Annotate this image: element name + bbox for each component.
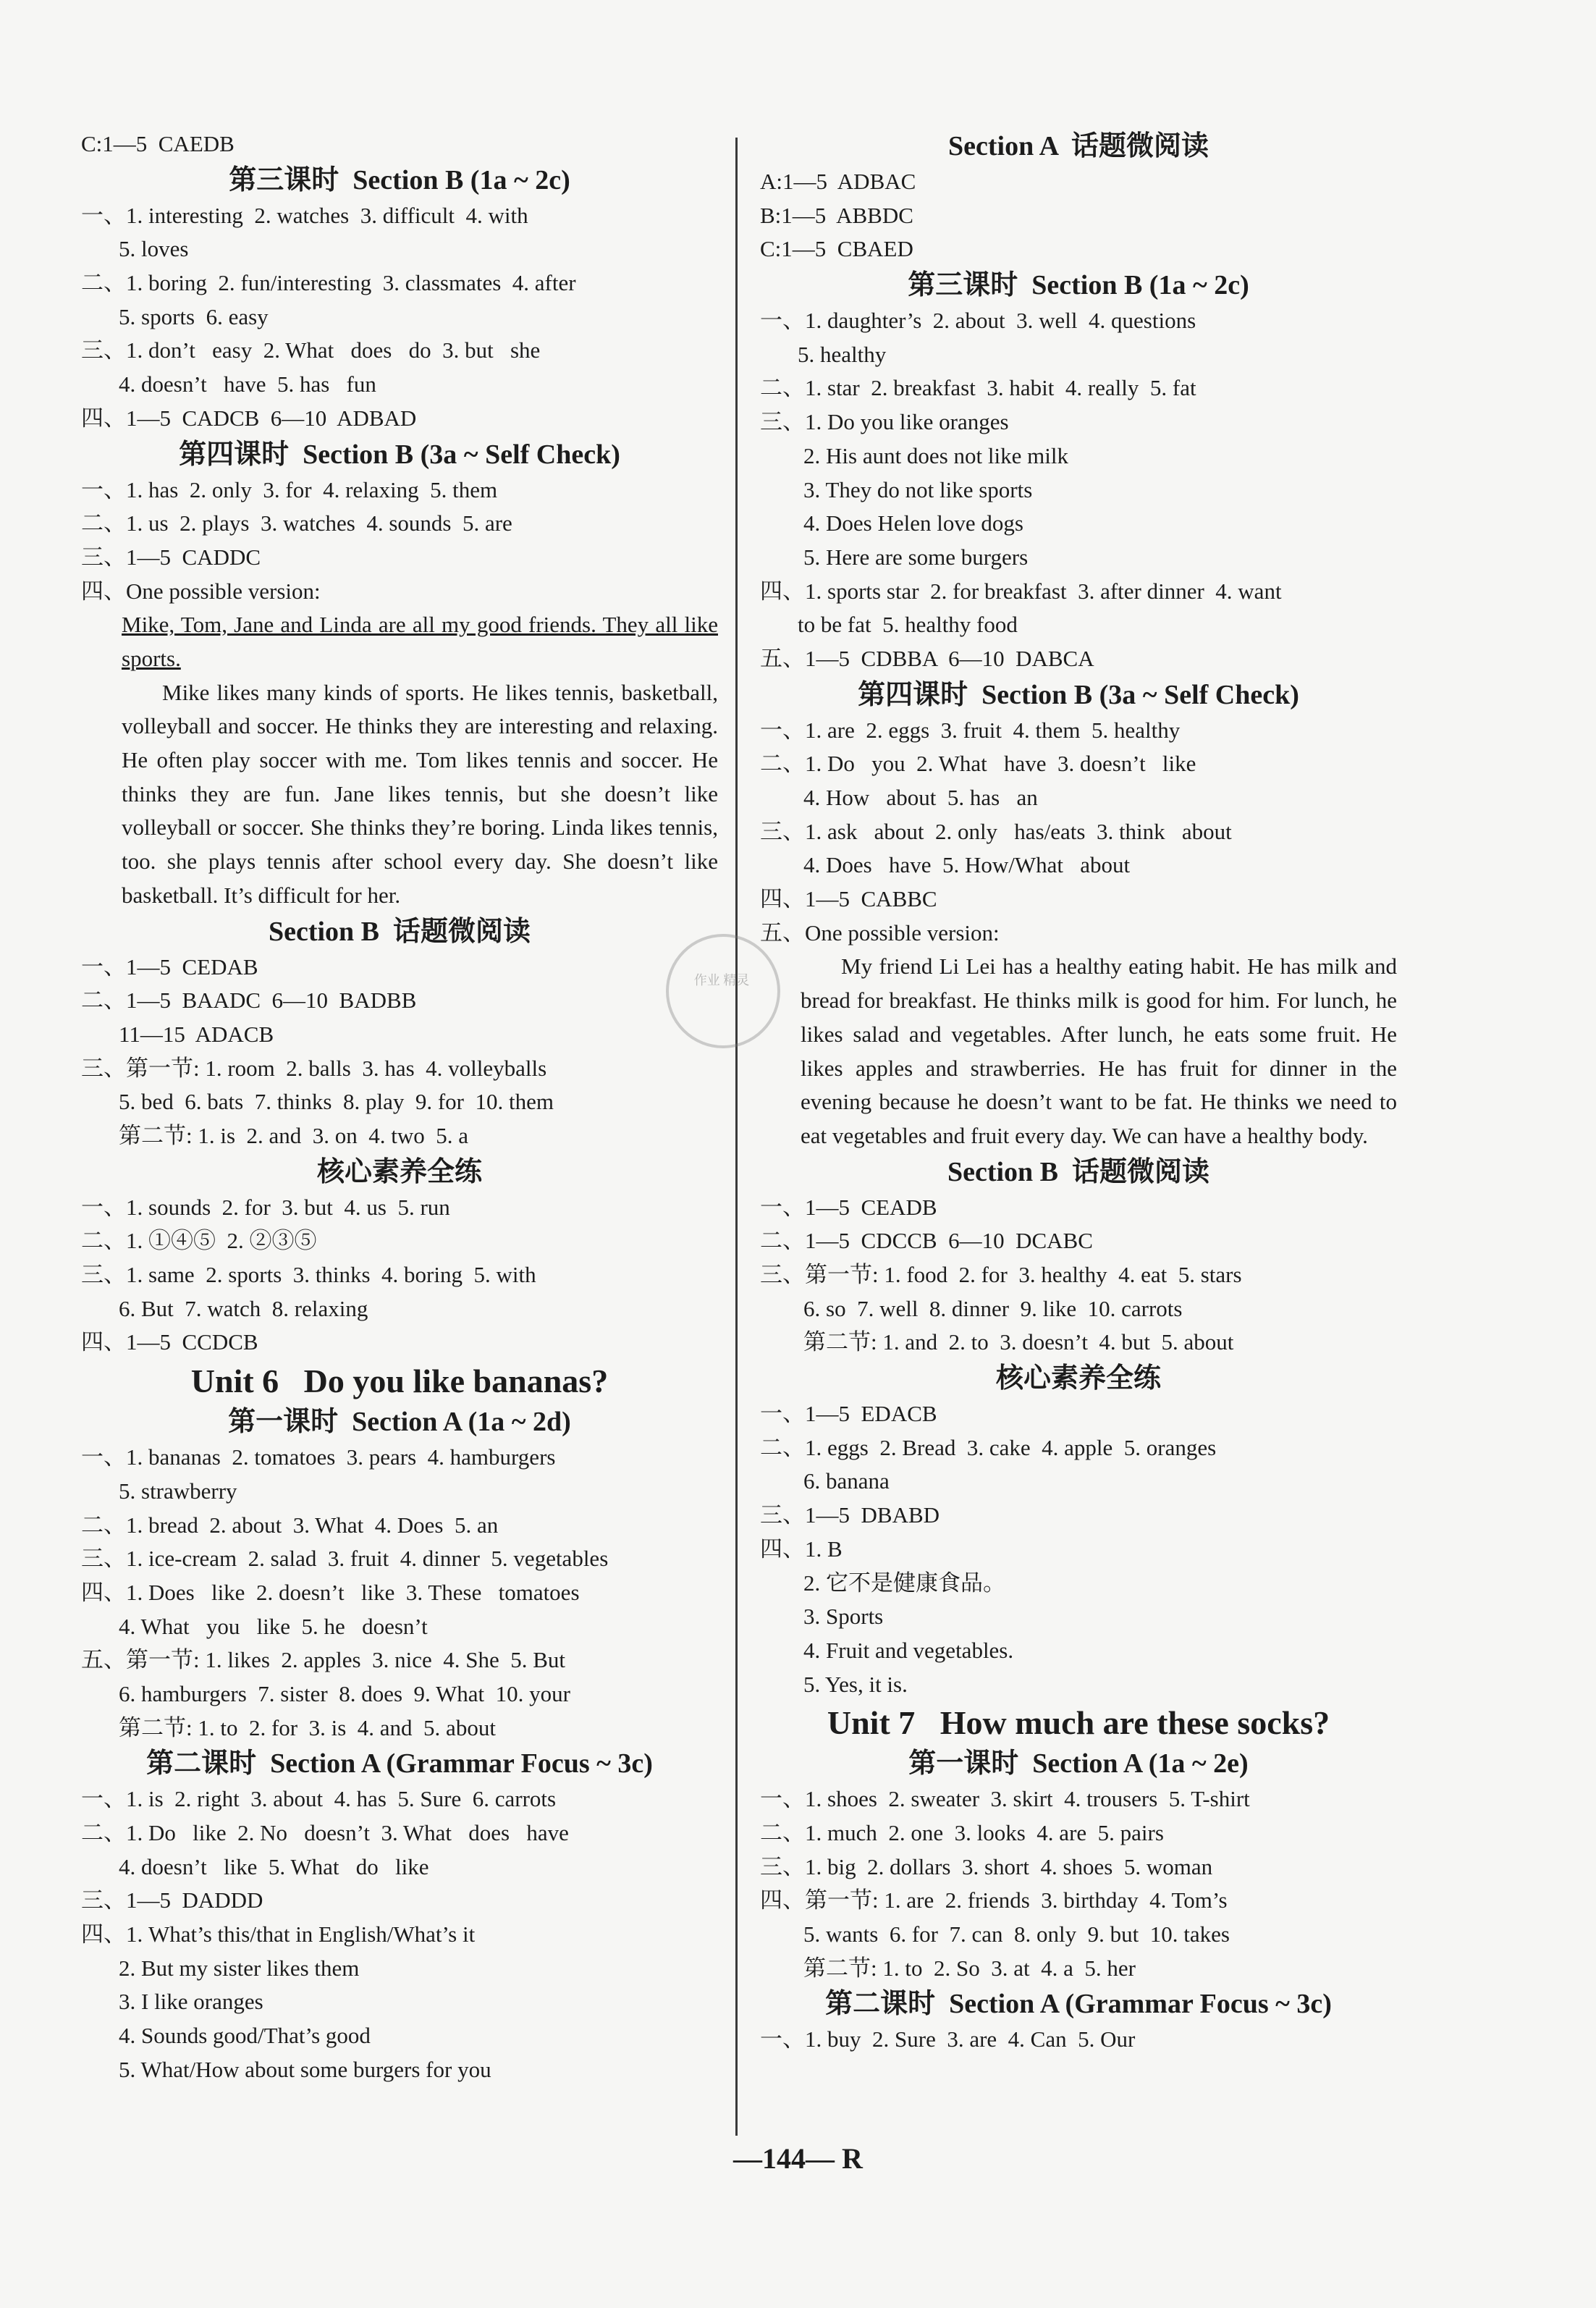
answer-line: 四、1. Does like 2. doesn’t like 3. These tomatoes: [81, 1579, 580, 1605]
answer-line: 二、1—5 CDCCB 6—10 DCABC: [760, 1228, 1093, 1254]
answer-line: 一、1. are 2. eggs 3. fruit 4. them 5. healthy: [760, 717, 1181, 743]
answer-line: 一、1. interesting 2. watches 3. difficult 4. with: [81, 202, 528, 228]
watermark-stamp: [666, 934, 780, 1048]
answer-line: 4. How about 5. has an: [803, 785, 1038, 810]
section-heading: 核心素养全练: [995, 1363, 1161, 1394]
answer-line: 二、1. star 2. breakfast 3. habit 4. really 5. fat: [760, 375, 1196, 401]
answer-line: 三、1. don’t easy 2. What does do 3. but she: [81, 337, 541, 363]
answer-line: 5. sports 6. easy: [119, 303, 269, 329]
answer-line: 一、1. sounds 2. for 3. but 4. us 5. run: [81, 1194, 450, 1220]
answer-line: 4. Fruit and vegetables.: [803, 1637, 1014, 1663]
answer-line: 一、1—5 CEADB: [760, 1194, 937, 1220]
section-heading: Section B 话题微阅读: [268, 916, 531, 947]
answer-line: 二、1. ①④⑤ 2. ②③⑤: [81, 1228, 317, 1254]
answer-line: B:1—5 ABBDC: [760, 202, 913, 228]
answer-line: 一、1. daughter’s 2. about 3. well 4. questions: [760, 308, 1196, 334]
answer-line: 第二节: 1. to 2. for 3. is 4. and 5. about: [119, 1714, 496, 1740]
answer-line: 三、1. same 2. sports 3. thinks 4. boring 5. with: [81, 1262, 536, 1288]
answer-line: 一、1. shoes 2. sweater 3. skirt 4. trousers 5. T-shirt: [760, 1786, 1250, 1812]
answer-line: 5. Yes, it is.: [803, 1671, 908, 1697]
answer-line: 4. doesn’t have 5. has fun: [119, 371, 376, 397]
answer-line: to be fat 5. healthy food: [798, 612, 1018, 638]
answer-line: 4. Does Helen love dogs: [803, 510, 1023, 536]
answer-line: 一、1—5 EDACB: [760, 1401, 937, 1427]
section-heading: 核心素养全练: [316, 1156, 482, 1187]
answer-line: 三、1—5 DADDD: [81, 1887, 263, 1913]
answer-line: 三、1. ice-cream 2. salad 3. fruit 4. dinner 5. vegetables: [81, 1546, 609, 1572]
answer-line: 5. strawberry: [119, 1478, 237, 1504]
section-heading: 第一课时 Section A (1a ~ 2d): [228, 1407, 571, 1438]
answer-line: 一、1. bananas 2. tomatoes 3. pears 4. hamburgers: [81, 1444, 556, 1470]
sample-essay-body: Mike likes many kinds of sports. He likes tennis, basketball, volleyball and soccer. He thinks they are interesting and relaxing. He often play soccer with me. Tom likes tennis and soccer. He thinks they are fun. Jane likes tennis, but she doesn’t like volleyball or soccer. She thinks they’re boring. Linda likes tennis, too. she plays tennis after school every day. She doesn’t like basketball. It’s difficult for her.: [122, 679, 718, 908]
answer-line: 第二节: 1. to 2. So 3. at 4. a 5. her: [803, 1955, 1136, 1981]
answer-line: 5. What/How about some burgers for you: [119, 2056, 491, 2082]
watermark-stamp-text: 作业 精灵: [693, 973, 750, 987]
answer-line: 三、1. Do you like oranges: [760, 409, 1009, 435]
answer-line: 4. Sounds good/That’s good: [119, 2023, 371, 2049]
sample-essay: My friend Li Lei has a healthy eating habit. He has milk and bread for breakfast. He thinks milk is good for him. For lunch, he likes salad and vegetables. After lunch, he eats some fruit. He likes apples and strawberries. He has fruit for dinner in the evening because he doesn’t want to be fat. He thinks we need to eat vegetables and fruit every day. We can have a healthy body.: [801, 953, 1397, 1148]
answer-line: 4. doesn’t like 5. What do like: [119, 1853, 429, 1879]
answer-line: 2. 它不是健康食品。: [803, 1570, 1005, 1596]
answer-line: 5. bed 6. bats 7. thinks 8. play 9. for 10. them: [119, 1089, 554, 1115]
answer-line: 三、1—5 DBABD: [760, 1502, 940, 1528]
answer-line: 5. wants 6. for 7. can 8. only 9. but 10. takes: [803, 1921, 1230, 1947]
answer-line: 一、1. has 2. only 3. for 4. relaxing 5. them: [81, 476, 498, 502]
answer-line: 四、1. B: [760, 1536, 843, 1562]
section-heading: 第二课时 Section A (Grammar Focus ~ 3c): [146, 1748, 653, 1780]
answer-line: 二、1. us 2. plays 3. watches 4. sounds 5. are: [81, 510, 512, 536]
answer-line: 6. hamburgers 7. sister 8. does 9. What 10. your: [119, 1680, 570, 1706]
answer-line: 11—15 ADACB: [119, 1021, 274, 1047]
answer-line: 二、1. much 2. one 3. looks 4. are 5. pairs: [760, 1819, 1164, 1845]
answer-line: 2. But my sister likes them: [119, 1955, 360, 1981]
section-heading: Section B 话题微阅读: [947, 1156, 1210, 1187]
answer-line: 五、1—5 CDBBA 6—10 DABCA: [760, 645, 1094, 671]
answer-line: 四、1. What’s this/that in English/What’s it: [81, 1921, 476, 1947]
answer-line: 四、第一节: 1. are 2. friends 3. birthday 4. Tom’s: [760, 1887, 1228, 1913]
answer-line: 2. His aunt does not like milk: [803, 442, 1068, 468]
sample-essay: [81, 608, 718, 675]
answer-line: 一、1. is 2. right 3. about 4. has 5. Sure 6. carrots: [81, 1786, 557, 1812]
answer-line: 三、第一节: 1. room 2. balls 3. has 4. volleyballs: [81, 1055, 547, 1081]
answer-line: 4. What you like 5. he doesn’t: [119, 1613, 428, 1639]
answer-line: 一、1. buy 2. Sure 3. are 4. Can 5. Our: [760, 2026, 1136, 2052]
answer-line: 四、1—5 CABBC: [760, 886, 937, 912]
answer-line: 5. loves: [119, 236, 189, 262]
section-heading: 第四课时 Section B (3a ~ Self Check): [179, 439, 620, 470]
unit-heading: Unit 7 How much are these socks?: [827, 1704, 1330, 1742]
answer-line: 二、1—5 BAADC 6—10 BADBB: [81, 987, 417, 1014]
page-number: —144— R: [733, 2142, 863, 2175]
answer-line: 5. healthy: [798, 341, 887, 367]
answer-line: 一、1—5 CEDAB: [81, 953, 258, 980]
answer-line: 6. so 7. well 8. dinner 9. like 10. carrots: [803, 1295, 1183, 1321]
answer-line: 三、1. ask about 2. only has/eats 3. think about: [760, 818, 1232, 844]
section-heading: Section A 话题微阅读: [948, 131, 1209, 161]
answer-line: C:1—5 CAEDB: [81, 131, 235, 156]
answer-line: 第二节: 1. and 2. to 3. doesn’t 4. but 5. about: [803, 1329, 1234, 1355]
section-heading: 第三课时 Section B (1a ~ 2c): [908, 270, 1249, 301]
answer-line: 6. banana: [803, 1468, 890, 1494]
answer-line: 第二节: 1. is 2. and 3. on 4. two 5. a: [119, 1123, 469, 1149]
answer-line: 二、1. bread 2. about 3. What 4. Does 5. an: [81, 1512, 499, 1538]
answer-line: A:1—5 ADBAC: [760, 169, 916, 194]
answer-line: 四、1—5 CADCB 6—10 ADBAD: [81, 405, 417, 431]
unit-heading: Unit 6 Do you like bananas?: [190, 1363, 609, 1400]
answer-line: 3. I like oranges: [119, 1989, 263, 2015]
left-column: [81, 127, 718, 2087]
answer-line: 四、One possible version:: [81, 578, 321, 604]
answer-line: 4. Does have 5. How/What about: [803, 852, 1131, 878]
section-heading: 第三课时 Section B (1a ~ 2c): [229, 164, 570, 195]
answer-line: 二、1. Do like 2. No doesn’t 3. What does have: [81, 1820, 569, 1846]
section-heading: 第四课时 Section B (3a ~ Self Check): [858, 679, 1299, 710]
answer-line: 三、1—5 CADDC: [81, 544, 261, 570]
answer-line: 5. Here are some burgers: [803, 544, 1029, 570]
answer-line: 四、1. sports star 2. for breakfast 3. after dinner 4. want: [760, 578, 1282, 604]
answer-line: 五、One possible version:: [760, 919, 1000, 945]
answer-line: 四、1—5 CCDCB: [81, 1329, 258, 1355]
answer-line: 二、1. boring 2. fun/interesting 3. classmates 4. after: [81, 270, 576, 296]
answer-line: 三、第一节: 1. food 2. for 3. healthy 4. eat 5. stars: [760, 1262, 1242, 1288]
section-heading: 第二课时 Section A (Grammar Focus ~ 3c): [825, 1989, 1332, 2020]
answer-line: 五、第一节: 1. likes 2. apples 3. nice 4. She 5. But: [81, 1647, 566, 1673]
answer-line: 3. They do not like sports: [803, 476, 1033, 502]
answer-line: 3. Sports: [803, 1604, 884, 1630]
column-divider: [735, 138, 738, 2136]
right-column: [760, 127, 1397, 2057]
answer-line: 二、1. Do you 2. What have 3. doesn’t like: [760, 751, 1196, 777]
answer-line: C:1—5 CBAED: [760, 236, 913, 262]
answer-line: 二、1. eggs 2. Bread 3. cake 4. apple 5. oranges: [760, 1434, 1217, 1460]
essay-underlined-opening: Mike, Tom, Jane and Linda are all my good friends. They all like sports.: [122, 612, 718, 671]
answer-line: 三、1. big 2. dollars 3. short 4. shoes 5. woman: [760, 1853, 1213, 1879]
section-heading: 第一课时 Section A (1a ~ 2e): [908, 1748, 1249, 1780]
answer-line: 6. But 7. watch 8. relaxing: [119, 1295, 368, 1321]
